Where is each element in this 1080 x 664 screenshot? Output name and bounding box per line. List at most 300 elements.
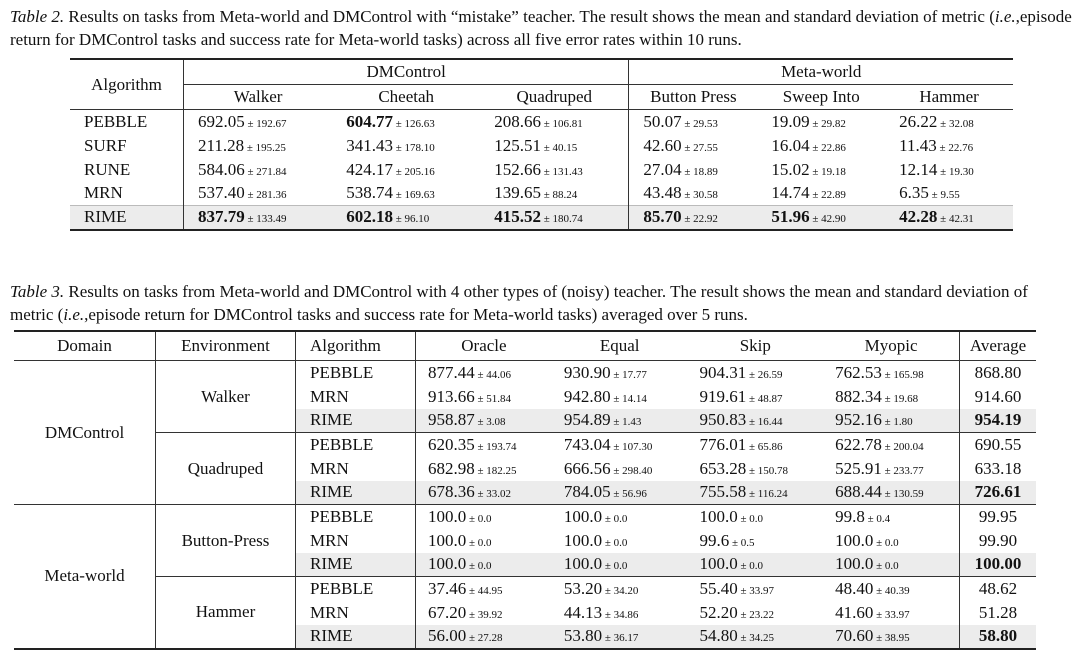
std-value: ± 0.0 (873, 560, 899, 573)
algorithm-name: RUNE (70, 158, 184, 182)
value-cell (823, 601, 959, 625)
mean-value: 42.60 (643, 135, 682, 155)
algorithm-name: SURF (70, 134, 184, 158)
table-row (70, 110, 1013, 134)
value-cell (552, 361, 688, 385)
value-cell (629, 182, 758, 206)
table-row (14, 433, 1036, 457)
algorithm-name: MRN (296, 601, 416, 625)
std-value: ± 88.24 (540, 189, 578, 202)
value-cell (552, 505, 688, 529)
std-value: ± 0.0 (873, 536, 899, 549)
table-row (70, 158, 1013, 182)
std-value: ± 17.77 (610, 368, 647, 381)
mean-value: 52.20 (699, 602, 738, 622)
environment-name: Quadruped (156, 433, 296, 505)
mean-value: 100.0 (428, 554, 467, 574)
average-cell: 48.62 (960, 577, 1037, 601)
mean-value: 837.79 (198, 207, 245, 227)
mean-value: 877.44 (428, 362, 475, 382)
value-cell (552, 385, 688, 409)
mean-value: 950.83 (699, 410, 747, 430)
std-value: ± 33.97 (737, 584, 775, 597)
value-cell (687, 529, 823, 553)
value-cell (629, 158, 758, 182)
std-value: ± 0.5 (729, 536, 755, 549)
algorithm-name: PEBBLE (70, 110, 184, 134)
std-value: ± 0.0 (466, 512, 492, 525)
std-value: ± 0.0 (737, 560, 764, 573)
average-cell: 100.00 (960, 553, 1037, 577)
value-cell (629, 206, 758, 230)
mean-value: 622.78 (835, 434, 882, 454)
value-cell (552, 433, 688, 457)
value-cell (687, 385, 823, 409)
value-cell (552, 529, 688, 553)
std-value: ± 180.74 (540, 213, 583, 226)
std-value: ± 14.14 (610, 392, 647, 405)
std-value: ± 165.98 (881, 368, 924, 381)
domain-name: DMControl (14, 361, 156, 505)
mean-value: 50.07 (643, 111, 682, 131)
value-cell (416, 553, 552, 577)
algorithm-name: MRN (296, 529, 416, 553)
table3-caption-text: Results on tasks from Meta-world and DMControl with 4 other types of (noisy) teacher. The result shows the mean and standard deviation of metric ( (10, 282, 1028, 324)
value-cell (687, 505, 823, 529)
mean-value: 67.20 (428, 602, 467, 622)
std-value: ± 26.59 (746, 368, 783, 381)
std-value: ± 0.0 (602, 536, 628, 549)
mean-value: 954.89 (563, 410, 611, 430)
std-value: ± 29.82 (809, 117, 846, 130)
mean-value: 11.43 (899, 135, 937, 155)
mean-value: 100.0 (835, 530, 874, 550)
mean-value: 85.70 (643, 207, 682, 227)
algorithm-name: PEBBLE (296, 505, 416, 529)
std-value: ± 281.36 (244, 189, 287, 202)
value-cell (823, 553, 959, 577)
mean-value: 53.20 (563, 578, 603, 598)
value-cell (885, 158, 1013, 182)
header-equal: Equal (552, 331, 688, 361)
table2-caption-label: Table 2. (10, 7, 65, 26)
mean-value: 12.14 (899, 159, 938, 179)
average-cell: 690.55 (960, 433, 1037, 457)
algorithm-name: RIME (296, 625, 416, 649)
std-value: ± 1.80 (881, 416, 913, 429)
std-value: ± 0.0 (602, 560, 628, 573)
value-cell (552, 481, 688, 505)
value-cell (416, 577, 552, 601)
algorithm-name: MRN (296, 385, 416, 409)
value-cell (823, 433, 959, 457)
value-cell (687, 601, 823, 625)
environment-name: Button-Press (156, 505, 296, 577)
value-cell (885, 110, 1013, 134)
table3-caption-rest: ,episode return for DMControl tasks and success rate for Meta-world tasks) averaged over 5 runs. (84, 305, 748, 324)
table2-caption-text: Results on tasks from Meta-world and DMControl with “mistake” teacher. The result shows the mean and standard deviation of metric ( (68, 7, 995, 26)
value-cell (416, 385, 552, 409)
algorithm-name: RIME (70, 206, 184, 230)
column-header: Cheetah (332, 85, 480, 110)
value-cell (332, 182, 480, 206)
mean-value: 100.0 (563, 530, 603, 550)
std-value: ± 19.30 (937, 165, 974, 178)
mean-value: 100.0 (835, 554, 874, 574)
value-cell (823, 529, 959, 553)
value-cell (823, 385, 959, 409)
value-cell (823, 625, 959, 649)
std-value: ± 19.68 (881, 392, 919, 405)
value-cell (687, 625, 823, 649)
std-value: ± 0.4 (864, 512, 891, 525)
value-cell (629, 134, 758, 158)
std-value: ± 34.20 (602, 584, 639, 597)
table3-caption-ie: i.e. (63, 305, 85, 324)
mean-value: 784.05 (563, 482, 611, 502)
std-value: ± 30.58 (681, 189, 718, 202)
mean-value: 44.13 (563, 602, 603, 622)
algorithm-name: MRN (70, 182, 184, 206)
average-cell: 58.80 (960, 625, 1037, 649)
algorithm-header: Algorithm (70, 59, 184, 110)
value-cell (416, 409, 552, 433)
std-value: ± 27.28 (466, 632, 503, 644)
header-skip: Skip (687, 331, 823, 361)
mean-value: 100.0 (699, 506, 738, 526)
table3-caption-label: Table 3. (10, 282, 65, 301)
mean-value: 41.60 (835, 602, 874, 622)
environment-name: Walker (156, 361, 296, 433)
mean-value: 882.34 (835, 386, 882, 406)
std-value: ± 34.86 (602, 608, 639, 621)
average-cell: 726.61 (960, 481, 1037, 505)
table-row (14, 577, 1036, 601)
std-value: ± 0.0 (737, 512, 764, 525)
mean-value: 678.36 (428, 482, 475, 502)
value-cell (184, 134, 333, 158)
value-cell (687, 409, 823, 433)
std-value: ± 126.63 (392, 117, 435, 130)
value-cell (416, 457, 552, 481)
mean-value: 538.74 (346, 183, 393, 203)
mean-value: 42.28 (899, 207, 938, 227)
value-cell (757, 134, 885, 158)
table2-caption (10, 5, 1072, 51)
std-value: ± 23.22 (737, 608, 775, 621)
value-cell (823, 481, 959, 505)
average-cell: 51.28 (960, 601, 1037, 625)
std-value: ± 22.76 (936, 141, 974, 154)
table3 (14, 330, 1036, 650)
mean-value: 6.35 (899, 183, 929, 203)
value-cell (552, 577, 688, 601)
std-value: ± 40.39 (873, 584, 910, 597)
std-value: ± 195.25 (244, 141, 286, 154)
algorithm-name: PEBBLE (296, 577, 416, 601)
value-cell (480, 158, 629, 182)
mean-value: 99.8 (835, 506, 865, 526)
mean-value: 19.09 (771, 111, 810, 131)
mean-value: 37.46 (428, 578, 467, 598)
std-value: ± 3.08 (474, 416, 506, 429)
value-cell (687, 553, 823, 577)
std-value: ± 19.18 (809, 165, 846, 178)
column-header: Quadruped (480, 85, 629, 110)
std-value: ± 178.10 (392, 141, 435, 154)
value-cell (687, 361, 823, 385)
mean-value: 958.87 (428, 410, 475, 430)
header-myopic: Myopic (823, 331, 959, 361)
std-value: ± 42.90 (809, 213, 846, 226)
std-value: ± 51.84 (474, 392, 512, 405)
mean-value: 100.0 (563, 506, 603, 526)
std-value: ± 1.43 (610, 416, 642, 429)
mean-value: 56.00 (428, 626, 467, 645)
mean-value: 415.52 (494, 207, 541, 227)
mean-value: 70.60 (835, 626, 874, 645)
std-value: ± 106.81 (540, 117, 583, 130)
average-cell: 99.90 (960, 529, 1037, 553)
mean-value: 755.58 (699, 482, 747, 502)
std-value: ± 169.63 (392, 189, 435, 202)
mean-value: 930.90 (563, 362, 611, 382)
mean-value: 100.0 (428, 530, 467, 550)
std-value: ± 193.74 (474, 440, 517, 453)
value-cell (416, 505, 552, 529)
mean-value: 537.40 (198, 183, 245, 203)
mean-value: 99.6 (699, 530, 730, 550)
value-cell (823, 577, 959, 601)
value-cell (552, 625, 688, 649)
value-cell (885, 182, 1013, 206)
table2 (70, 58, 1013, 231)
table2-caption-ie: i.e. (994, 7, 1016, 26)
algorithm-name: PEBBLE (296, 361, 416, 385)
mean-value: 692.05 (198, 111, 245, 131)
mean-value: 904.31 (699, 362, 747, 382)
value-cell (416, 625, 552, 649)
std-value: ± 271.84 (244, 165, 287, 178)
mean-value: 152.66 (494, 159, 541, 179)
value-cell (184, 182, 333, 206)
table-row (70, 134, 1013, 158)
value-cell (480, 134, 629, 158)
value-cell (480, 206, 629, 230)
mean-value: 952.16 (835, 410, 882, 430)
std-value: ± 182.25 (474, 464, 517, 477)
column-header: Button Press (629, 85, 758, 110)
mean-value: 913.66 (428, 386, 475, 406)
value-cell (687, 457, 823, 481)
std-value: ± 18.89 (681, 165, 718, 178)
value-cell (416, 433, 552, 457)
value-cell (823, 457, 959, 481)
value-cell (416, 601, 552, 625)
environment-name: Hammer (156, 577, 296, 649)
mean-value: 125.51 (494, 135, 541, 155)
value-cell (757, 110, 885, 134)
average-cell: 99.95 (960, 505, 1037, 529)
mean-value: 14.74 (771, 183, 810, 203)
average-cell: 868.80 (960, 361, 1037, 385)
mean-value: 26.22 (899, 111, 938, 131)
value-cell (416, 529, 552, 553)
mean-value: 584.06 (198, 159, 245, 179)
value-cell (885, 206, 1013, 230)
mean-value: 942.80 (563, 386, 611, 406)
mean-value: 100.0 (563, 554, 603, 574)
value-cell (332, 206, 480, 230)
mean-value: 776.01 (699, 434, 747, 454)
header-oracle: Oracle (416, 331, 552, 361)
domain-name: Meta-world (14, 505, 156, 649)
value-cell (757, 158, 885, 182)
value-cell (552, 601, 688, 625)
algorithm-name: RIME (296, 553, 416, 577)
std-value: ± 33.97 (873, 608, 910, 621)
std-value: ± 0.0 (602, 512, 628, 525)
average-cell: 633.18 (960, 457, 1037, 481)
algorithm-name: RIME (296, 409, 416, 433)
value-cell (332, 110, 480, 134)
mean-value: 688.44 (835, 482, 882, 502)
mean-value: 620.35 (428, 434, 475, 454)
std-value: ± 200.04 (881, 440, 924, 453)
std-value: ± 27.55 (681, 141, 718, 154)
value-cell (885, 134, 1013, 158)
mean-value: 51.96 (771, 207, 810, 227)
std-value: ± 131.43 (540, 165, 583, 178)
mean-value: 602.18 (346, 207, 393, 227)
std-value: ± 65.86 (746, 440, 783, 453)
std-value: ± 40.15 (540, 141, 578, 154)
mean-value: 424.17 (346, 159, 393, 179)
header-algorithm: Algorithm (296, 331, 416, 361)
std-value: ± 16.44 (746, 416, 783, 429)
header-domain: Domain (14, 331, 156, 361)
std-value: ± 44.95 (466, 584, 503, 597)
group-metaworld: Meta-world (629, 59, 1013, 85)
mean-value: 53.80 (563, 626, 603, 645)
std-value: ± 36.17 (602, 632, 639, 644)
mean-value: 55.40 (699, 578, 738, 598)
std-value: ± 22.92 (681, 213, 718, 226)
std-value: ± 39.92 (466, 608, 503, 621)
std-value: ± 29.53 (681, 117, 718, 130)
value-cell (823, 505, 959, 529)
std-value: ± 42.31 (937, 213, 974, 226)
mean-value: 211.28 (198, 135, 245, 155)
std-value: ± 192.67 (244, 117, 287, 130)
mean-value: 653.28 (699, 458, 747, 478)
std-value: ± 44.06 (474, 368, 512, 381)
table-row (70, 206, 1013, 230)
value-cell (757, 206, 885, 230)
mean-value: 43.48 (643, 183, 682, 203)
mean-value: 919.61 (699, 386, 747, 406)
mean-value: 604.77 (346, 111, 393, 131)
header-environment: Environment (156, 331, 296, 361)
table2-caption-rest: ,episode return for DMControl tasks and success rate for Meta-world tasks) across all five error rates within 10 runs. (10, 7, 1072, 49)
value-cell (823, 409, 959, 433)
std-value: ± 298.40 (610, 464, 653, 477)
std-value: ± 150.78 (746, 464, 789, 477)
value-cell (480, 110, 629, 134)
algorithm-name: PEBBLE (296, 433, 416, 457)
table-row (70, 182, 1013, 206)
std-value: ± 116.24 (746, 488, 788, 501)
std-value: ± 0.0 (466, 560, 492, 573)
algorithm-name: RIME (296, 481, 416, 505)
table-row (14, 505, 1036, 529)
std-value: ± 22.86 (809, 141, 846, 154)
std-value: ± 130.59 (881, 488, 924, 501)
column-header: Hammer (885, 85, 1013, 110)
value-cell (480, 182, 629, 206)
value-cell (552, 457, 688, 481)
value-cell (332, 158, 480, 182)
average-cell: 914.60 (960, 385, 1037, 409)
mean-value: 682.98 (428, 458, 475, 478)
std-value: ± 96.10 (392, 213, 430, 226)
value-cell (416, 361, 552, 385)
value-cell (416, 481, 552, 505)
column-header: Walker (184, 85, 333, 110)
std-value: ± 9.55 (928, 189, 960, 202)
value-cell (687, 433, 823, 457)
value-cell (184, 158, 333, 182)
mean-value: 15.02 (771, 159, 810, 179)
value-cell (184, 110, 333, 134)
mean-value: 48.40 (835, 578, 874, 598)
std-value: ± 233.77 (881, 464, 924, 477)
std-value: ± 48.87 (746, 392, 783, 405)
mean-value: 762.53 (835, 362, 882, 382)
value-cell (552, 409, 688, 433)
table3-caption (10, 280, 1072, 326)
header-average: Average (960, 331, 1037, 361)
mean-value: 743.04 (563, 434, 611, 454)
std-value: ± 33.02 (474, 488, 512, 501)
value-cell (757, 182, 885, 206)
std-value: ± 0.0 (466, 536, 492, 549)
value-cell (332, 134, 480, 158)
value-cell (629, 110, 758, 134)
value-cell (687, 577, 823, 601)
std-value: ± 205.16 (392, 165, 435, 178)
algorithm-name: MRN (296, 457, 416, 481)
std-value: ± 32.08 (937, 117, 974, 130)
table-row (14, 361, 1036, 385)
average-cell: 954.19 (960, 409, 1037, 433)
std-value: ± 38.95 (873, 632, 910, 644)
mean-value: 208.66 (494, 111, 541, 131)
mean-value: 525.91 (835, 458, 882, 478)
value-cell (823, 361, 959, 385)
std-value: ± 34.25 (737, 632, 775, 644)
mean-value: 16.04 (771, 135, 810, 155)
std-value: ± 56.96 (610, 488, 647, 501)
value-cell (184, 206, 333, 230)
mean-value: 341.43 (346, 135, 393, 155)
mean-value: 666.56 (563, 458, 611, 478)
mean-value: 27.04 (643, 159, 682, 179)
std-value: ± 107.30 (610, 440, 653, 453)
value-cell (552, 553, 688, 577)
column-header: Sweep Into (757, 85, 885, 110)
mean-value: 54.80 (699, 626, 738, 645)
